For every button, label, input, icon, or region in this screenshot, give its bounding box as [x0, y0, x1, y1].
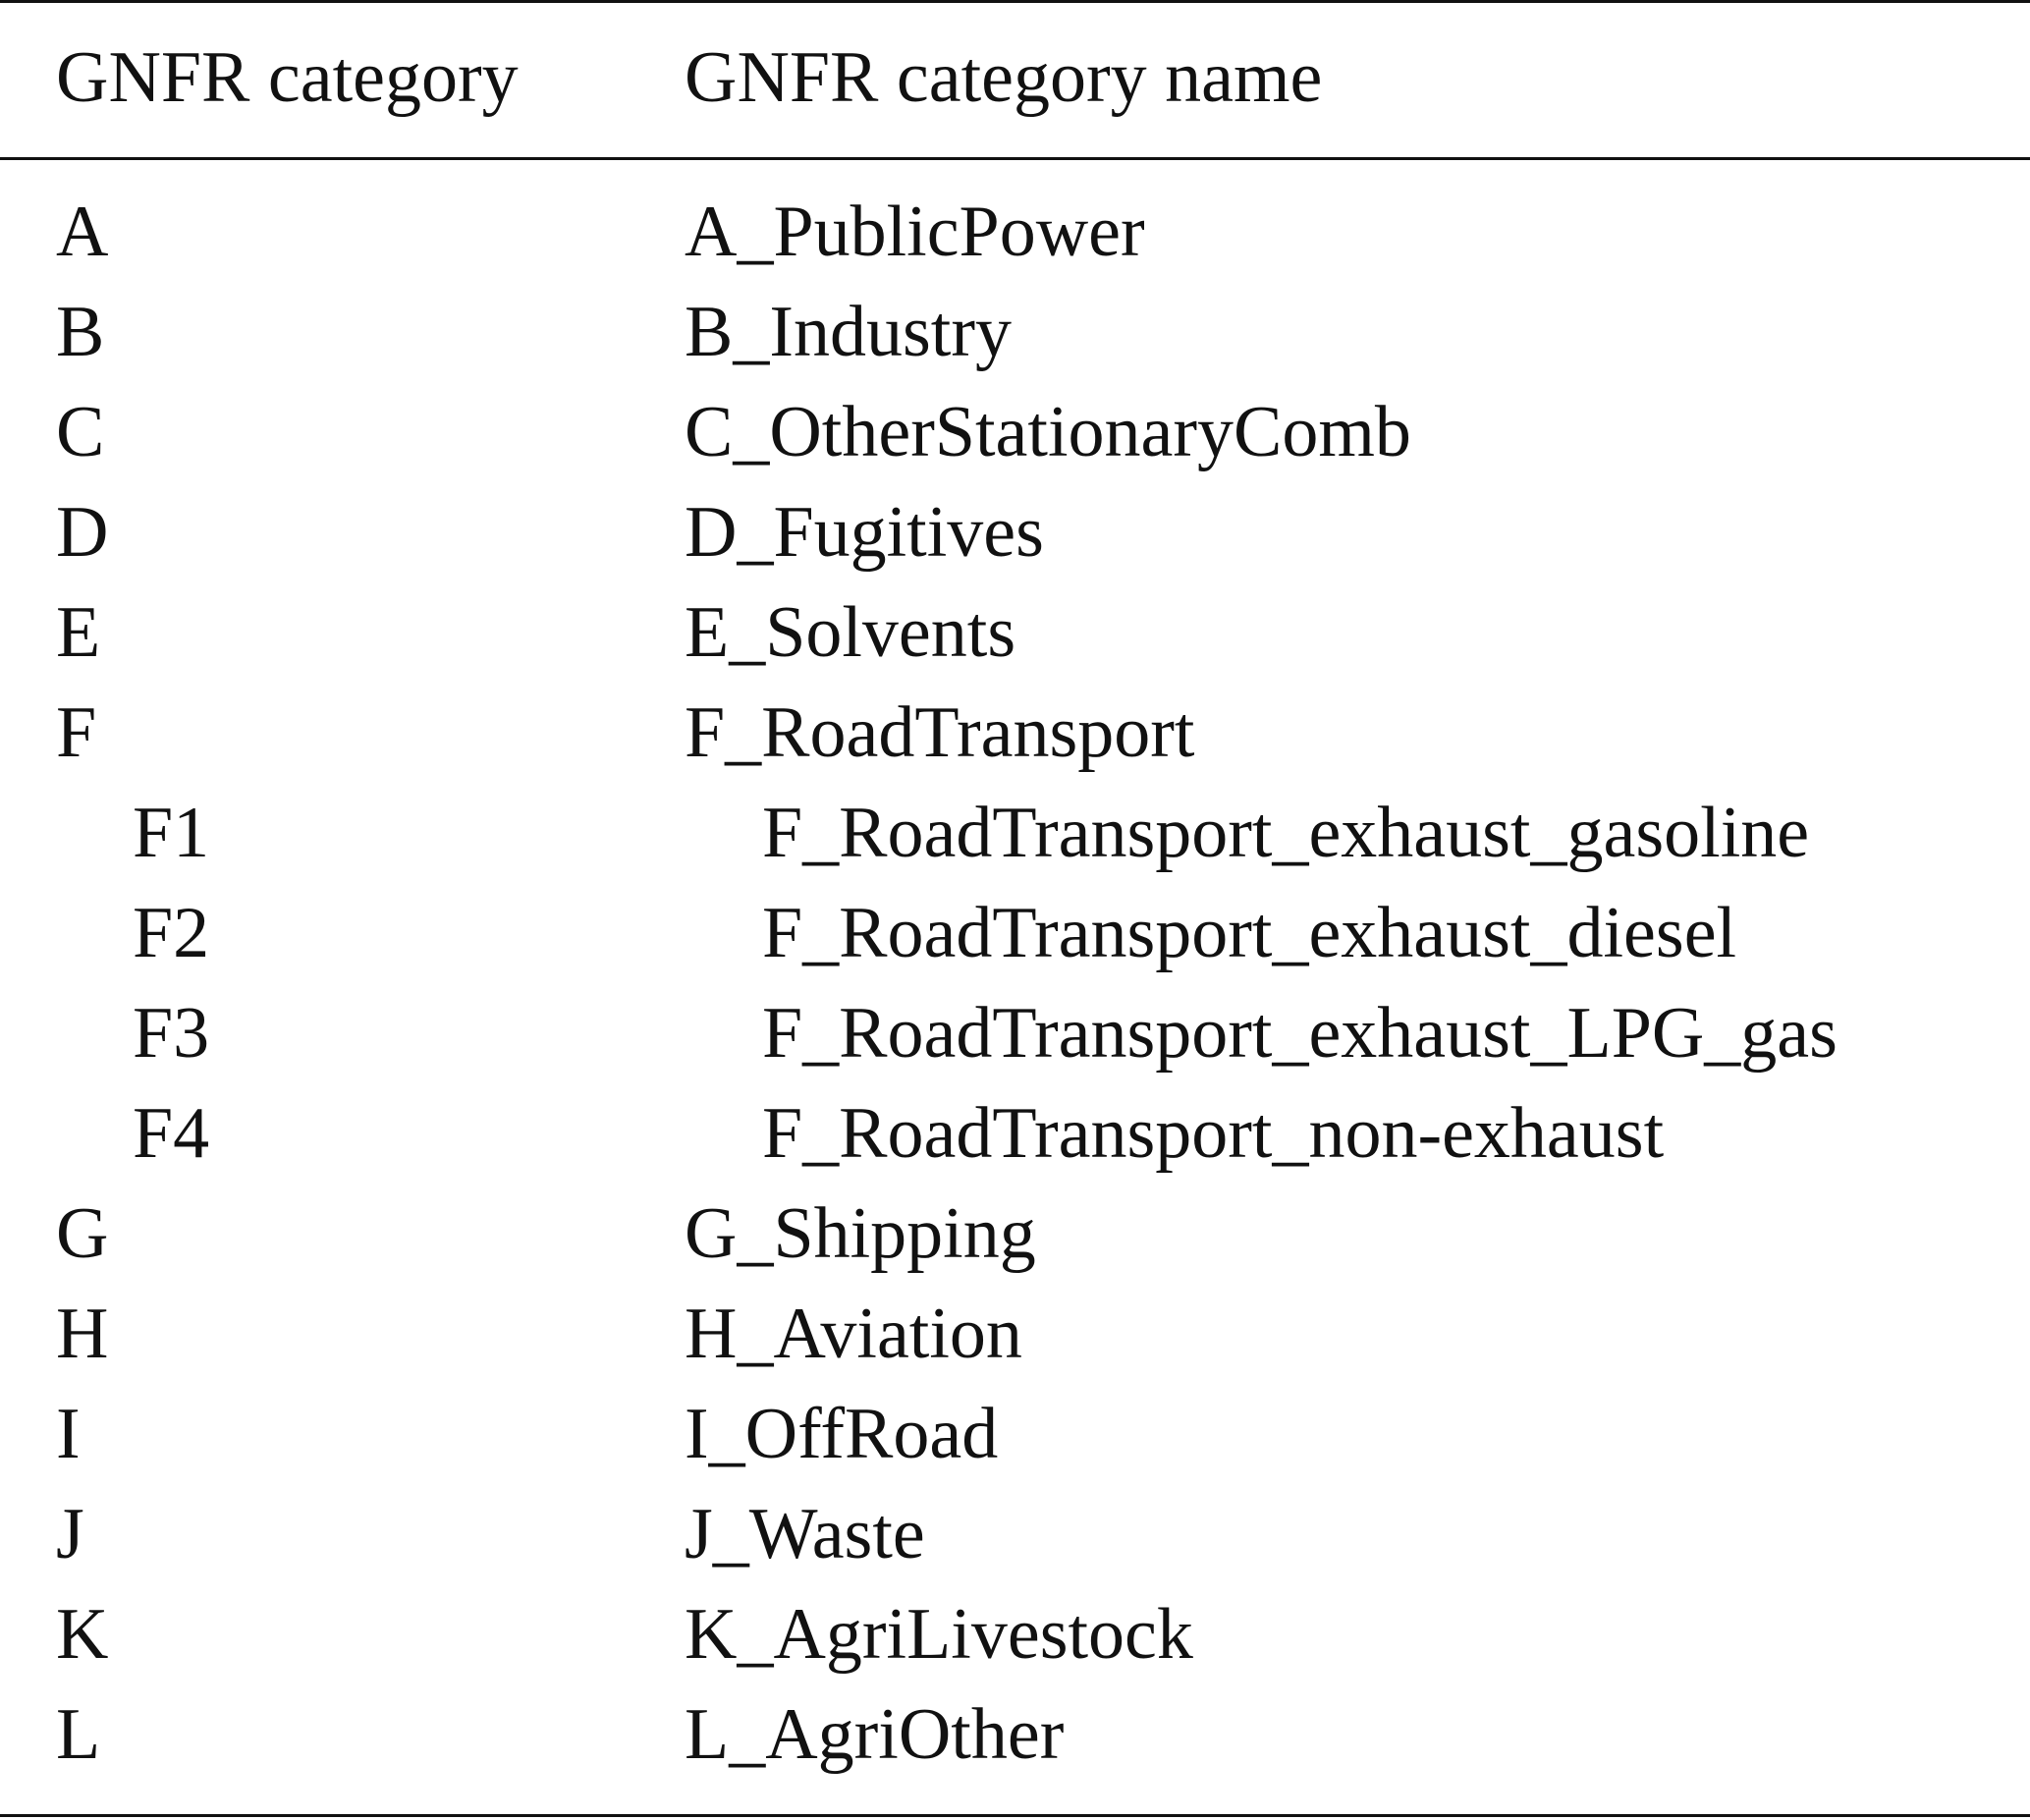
row-name: B_Industry	[685, 292, 1012, 372]
row-name: K_AgriLivestock	[685, 1594, 1193, 1675]
row-name: F_RoadTransport_exhaust_diesel	[762, 893, 1737, 973]
header-gnfr-category: GNFR category	[56, 37, 519, 118]
row-name: F_RoadTransport_exhaust_gasoline	[762, 793, 1810, 873]
row-code: L	[56, 1694, 101, 1775]
row-name: F_RoadTransport	[685, 692, 1195, 773]
row-code: F2	[133, 893, 210, 973]
table-row	[0, 1184, 2030, 1284]
row-name: L_AgriOther	[685, 1694, 1065, 1775]
row-code: F4	[133, 1093, 210, 1174]
row-code: K	[56, 1594, 109, 1675]
table-row-sub	[0, 1083, 2030, 1184]
table-row-sub	[0, 783, 2030, 883]
row-code: H	[56, 1294, 109, 1374]
row-name: H_Aviation	[685, 1294, 1022, 1374]
table-top-rule	[0, 0, 2030, 3]
table-row	[0, 1484, 2030, 1584]
row-name: F_RoadTransport_exhaust_LPG_gas	[762, 993, 1838, 1074]
table-row	[0, 482, 2030, 582]
table-row-sub	[0, 883, 2030, 983]
row-code: I	[56, 1394, 81, 1474]
table-row	[0, 1584, 2030, 1684]
table-bottom-rule	[0, 1814, 2030, 1817]
row-code: B	[56, 292, 105, 372]
header-gnfr-category-name: GNFR category name	[685, 37, 1323, 118]
row-code: F	[56, 692, 97, 773]
row-code: D	[56, 492, 109, 573]
table-row	[0, 1384, 2030, 1484]
row-name: F_RoadTransport_non-exhaust	[762, 1093, 1665, 1174]
table-row	[0, 1284, 2030, 1384]
table-row	[0, 382, 2030, 482]
table-row	[0, 282, 2030, 382]
row-name: G_Shipping	[685, 1193, 1036, 1274]
table-row	[0, 582, 2030, 683]
row-code: F1	[133, 793, 210, 873]
table-header-row	[0, 28, 2030, 136]
row-name: D_Fugitives	[685, 492, 1044, 573]
row-code: E	[56, 592, 101, 673]
table-row	[0, 683, 2030, 783]
row-name: C_OtherStationaryComb	[685, 392, 1411, 472]
row-code: G	[56, 1193, 109, 1274]
row-name: I_OffRoad	[685, 1394, 999, 1474]
table-row-sub	[0, 983, 2030, 1083]
table-row	[0, 1684, 2030, 1785]
row-code: A	[56, 192, 109, 272]
table-header-rule	[0, 157, 2030, 160]
row-code: F3	[133, 993, 210, 1074]
table-row	[0, 182, 2030, 282]
row-name: A_PublicPower	[685, 192, 1145, 272]
row-code: C	[56, 392, 105, 472]
table-body	[0, 182, 2030, 1785]
row-name: E_Solvents	[685, 592, 1016, 673]
row-code: J	[56, 1494, 84, 1574]
row-name: J_Waste	[685, 1494, 925, 1574]
